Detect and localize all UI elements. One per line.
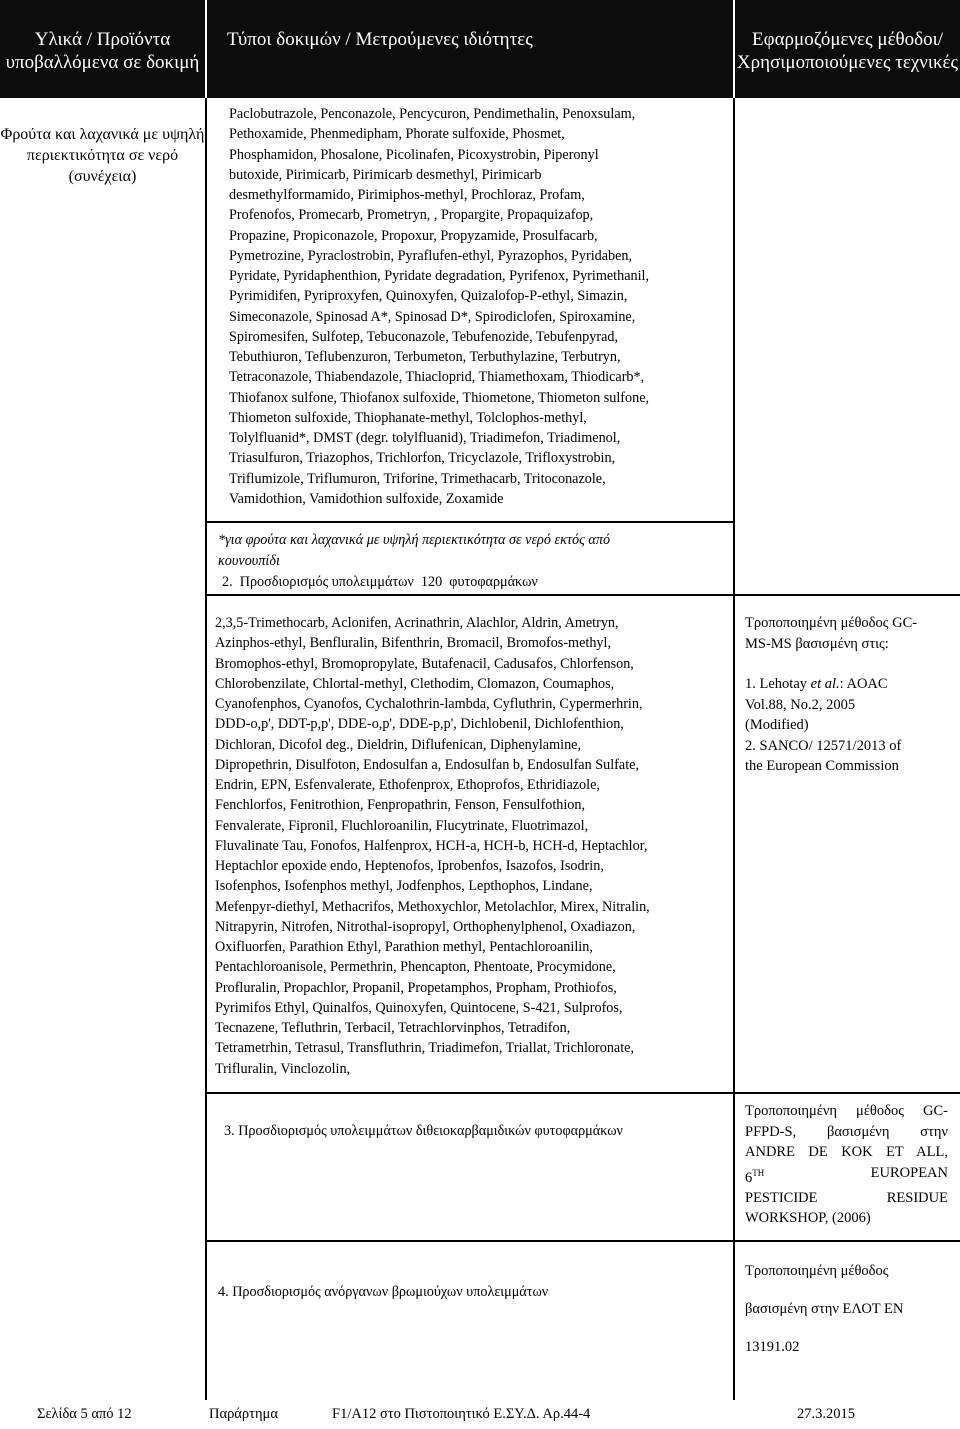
pesticide-list-2-line: Pyrimifos Ethyl, Quinalfos, Quinoxyfen, Quintocene, S-421, Sulprofos, — [215, 999, 623, 1016]
row-divider — [205, 1240, 960, 1242]
method-3-line-1: Τροποποιημένη μέθοδος GC- — [745, 1103, 948, 1119]
column-divider — [205, 98, 207, 1400]
test-3-title: 3. Προσδιορισμός υπολειμμάτων διθειοκαρβαμιδικών φυτοφαρμάκων — [224, 1123, 623, 1139]
pesticide-list-2-line: DDD-o,p', DDT-p,p', DDE-o,p', DDE-p,p', Dichlobenil, Dichlofenthion, — [215, 716, 624, 733]
pesticide-list-2-line: Fenvalerate, Fipronil, Fluchloroanilin, Flucytrinate, Fluotrimazol, — [215, 817, 589, 834]
pesticide-list-1-line: desmethylformamido, Pirimiphos-methyl, Prochloraz, Profam, — [229, 187, 585, 203]
method-3-line-5-b: RESIDUE — [886, 1189, 948, 1206]
method-2-ref-2-line1: 2. SANCO/ 12571/2013 of — [745, 737, 902, 754]
header-materials-text: Υλικά / Προϊόντα υποβαλλόμενα σε δοκιμή — [5, 29, 200, 73]
pesticide-list-1-line: Tebuthiuron, Teflubenzuron, Terbumeton, Terbuthylazine, Terbutryn, — [229, 349, 621, 365]
pesticide-list-2-line: Isofenphos, Isofenphos methyl, Jodfenphos, Lepthophos, Lindane, — [215, 878, 593, 895]
pesticide-list-2-line: Trifluralin, Vinclozolin, — [215, 1060, 351, 1077]
pesticide-list-2-line: Mefenpyr-diethyl, Methacrifos, Methoxychlor, Metolachlor, Mirex, Nitralin, — [215, 898, 650, 915]
pesticide-list-1-line: Triasulfuron, Triazophos, Trichlorfon, Tricyclazole, Trifloxystrobin, — [229, 450, 616, 467]
column-divider — [733, 98, 735, 1400]
pesticide-list-1-line: Thiometon sulfoxide, Thiophanate-methyl, Tolclophos-methyl, — [229, 409, 587, 426]
pesticide-list-1-line: Pethoxamide, Phenmedipham, Phorate sulfoxide, Phosmet, — [229, 126, 565, 143]
pesticide-list-2-line: Dichloran, Dicofol deg., Dieldrin, Diflufenican, Diphenylamine, — [215, 736, 582, 753]
test-4-title: 4. Προσδιορισμός ανόργανων βρωμιούχων υπολειμμάτων — [218, 1284, 549, 1300]
pesticide-list-2-line: Profluralin, Propachlor, Propanil, Propetamphos, Propham, Prothiofos, — [215, 979, 617, 996]
ref-1-italic: et al. — [810, 676, 840, 692]
row-divider — [205, 521, 733, 523]
test-2-title: 2. Προσδιορισμός υπολειμμάτων 120 φυτοφαρμάκων — [222, 574, 538, 590]
header-methods — [735, 0, 960, 98]
pesticide-list-1-line: Pyrimidifen, Pyriproxyfen, Quinoxyfen, Quizalofop-P-ethyl, Simazin, — [229, 288, 628, 305]
pesticide-list-2-line: Nitrapyrin, Nitrofen, Nitrothal-isopropyl, Orthophenylphenol, Oxadiazon, — [215, 918, 636, 935]
pesticide-list-2-line: Chlorobenzilate, Chlortal-methyl, Clethodim, Clomazon, Coumaphos, — [215, 675, 615, 692]
method-3-line-4-num: 6 — [745, 1169, 753, 1186]
row-divider — [205, 1092, 960, 1094]
pesticide-list-2-line: Heptachlor epoxide endo, Heptenofos, Iprobenfos, Isazofos, Isodrin, — [215, 858, 604, 874]
pesticide-list-2-line: Fluvalinate Tau, Fonofos, Halfenprox, HCH-a, HCH-b, HCH-d, Heptachlor, — [215, 837, 648, 854]
footnote — [218, 530, 728, 571]
header-methods-text: Εφαρμοζόμενες μέθοδοι/ Χρησιμοποιούμενες τεχνικές — [736, 29, 959, 73]
method-4-line-1: Τροποποιημένη μέθοδος — [745, 1263, 889, 1279]
method-3-line-4-rest: EUROPEAN — [870, 1164, 948, 1181]
header-test-types — [207, 0, 733, 98]
method-4-line-2: βασισμένη στην ΕΛΟΤ ΕΝ — [745, 1301, 904, 1317]
method-2-ref-1-line2: Vol.88, No.2, 2005 — [745, 696, 856, 713]
footer-page-number: Σελίδα 5 από 12 — [37, 1406, 132, 1422]
pesticide-list-1-line: Thiofanox sulfone, Thiofanox sulfoxide, Thiometone, Thiometon sulfone, — [229, 389, 650, 406]
method-2-ref-1 — [745, 674, 948, 695]
pesticide-list-2-line: Bromophos-ethyl, Bromopropylate, Butafenacil, Cadusafos, Chlorfenson, — [215, 655, 634, 672]
pesticide-list-1-line: Vamidothion, Vamidothion sulfoxide, Zoxamide — [229, 490, 504, 507]
pesticide-list-1-line: Spiromesifen, Sulfotep, Tebuconazole, Tebufenozide, Tebufenpyrad, — [229, 328, 619, 345]
pesticide-list-2-line: Cyanofenphos, Cyanofos, Cychalothrin-lambda, Cyfluthrin, Cypermerhrin, — [215, 696, 643, 712]
method-2-ref-1-line3: (Modified) — [745, 717, 809, 733]
pesticide-list-2-line: Dipropethrin, Disulfoton, Endosulfan a, Endosulfan b, Endosulfan Sulfate, — [215, 756, 639, 773]
method-3-line-3: ANDRE DE KOK ET ALL, — [745, 1144, 948, 1160]
pesticide-list-2-line: Azinphos-ethyl, Benfluralin, Bifenthrin, Bromacil, Bromofos-methyl, — [215, 635, 611, 652]
pesticide-list-1-line: Triflumizole, Triflumuron, Triforine, Trimethacarb, Tritoconazole, — [229, 470, 606, 487]
method-2-title-1: Τροποποιημένη μέθοδος GC- — [745, 615, 918, 631]
pesticide-list-1-line: Simeconazole, Spinosad A*, Spinosad D*, Spirodiclofen, Spiroxamine, — [229, 308, 636, 325]
pesticide-list-2-line: 2,3,5-Trimethocarb, Aclonifen, Acrinathrin, Alachlor, Aldrin, Ametryn, — [215, 615, 619, 631]
method-2-ref-2-line2: the European Commission — [745, 758, 899, 774]
pesticide-list-1 — [229, 104, 729, 509]
method-3 — [745, 1101, 948, 1229]
pesticide-list-1-line: Tetraconazole, Thiabendazole, Thiacloprid, Thiamethoxam, Thiodicarb*, — [229, 369, 645, 386]
method-2-title-2: MS-MS βασισμένη στις: — [745, 635, 889, 652]
method-3-line-4 — [745, 1163, 948, 1188]
method-3-line-6: WORKSHOP, (2006) — [745, 1210, 871, 1227]
pesticide-list-1-line: Pymetrozine, Pyraclostrobin, Pyraflufen-ethyl, Pyrazophos, Pyridaben, — [229, 247, 633, 264]
pesticide-list-1-line: Paclobutrazole, Penconazole, Pencycuron, Pendimethalin, Penoxsulam, — [229, 106, 636, 122]
method-4 — [745, 1252, 948, 1366]
pesticide-list-2-line: Endrin, EPN, Esfenvalerate, Ethofenprox, Ethoprofos, Ethridiazole, — [215, 777, 600, 793]
method-3-line-5 — [745, 1188, 948, 1209]
method-2 — [745, 613, 948, 777]
pesticide-list-2-line: Tetrametrhin, Tetrasul, Transfluthrin, Triadimefon, Triallat, Trichloronate, — [215, 1040, 635, 1057]
pesticide-list-1-line: Tolylfluanid*, DMST (degr. tolylfluanid), Triadimefon, Triadimenol, — [229, 430, 621, 446]
pesticide-list-2 — [215, 613, 729, 1079]
pesticide-list-2-line: Oxifluorfen, Parathion Ethyl, Parathion methyl, Pentachloroanilin, — [215, 939, 593, 955]
method-3-line-5-a: PESTICIDE — [745, 1189, 818, 1206]
pesticide-list-1-line: Propazine, Propiconazole, Propoxur, Propyzamide, Prosulfacarb, — [229, 227, 598, 244]
ref-1-prefix: 1. Lehotay — [745, 676, 811, 692]
method-3-line-4-sup: TH — [752, 1167, 765, 1178]
row-divider — [205, 594, 960, 596]
pesticide-list-1-line: Phosphamidon, Phosalone, Picolinafen, Picoxystrobin, Piperonyl — [229, 146, 599, 163]
pesticide-list-2-line: Fenchlorfos, Fenitrothion, Fenpropathrin, Fenson, Fensulfothion, — [215, 797, 586, 814]
footer-annex: Παράρτημα — [209, 1406, 278, 1422]
material-label: Φρούτα και λαχανικά με υψηλή περιεκτικότητα σε νερό (συνέχεια) — [0, 126, 205, 185]
footer-certificate: F1/A12 στο Πιστοποιητικό Ε.ΣΥ.Δ. Αρ.44-4 — [332, 1406, 591, 1422]
method-4-line-3: 13191.02 — [745, 1339, 800, 1355]
pesticide-list-1-line: Profenofos, Promecarb, Prometryn, , Propargite, Propaquizafop, — [229, 207, 594, 224]
method-3-line-2: PFPD-S, βασισμένη στην — [745, 1123, 948, 1140]
pesticide-list-1-line: Pyridate, Pyridaphenthion, Pyridate degradation, Pyrifenox, Pyrimethanil, — [229, 268, 650, 284]
ref-1-suffix: : AOAC — [839, 676, 888, 692]
header-test-types-text: Τύποι δοκιμών / Μετρούμενες ιδιότητες — [227, 29, 533, 50]
footnote-line: κουνουπίδι — [218, 552, 280, 569]
header-materials — [0, 0, 205, 98]
pesticide-list-2-line: Pentachloroanisole, Permethrin, Phencapton, Phentoate, Procymidone, — [215, 959, 616, 976]
footer-date: 27.3.2015 — [797, 1406, 855, 1422]
pesticide-list-2-line: Tecnazene, Tefluthrin, Terbacil, Tetrachlorvinphos, Tetradifon, — [215, 1020, 571, 1036]
footnote-line: *για φρούτα και λαχανικά με υψηλή περιεκτικότητα σε νερό εκτός από — [218, 532, 611, 548]
pesticide-list-1-line: butoxide, Pirimicarb, Pirimicarb desmethyl, Pirimicarb — [229, 166, 542, 183]
